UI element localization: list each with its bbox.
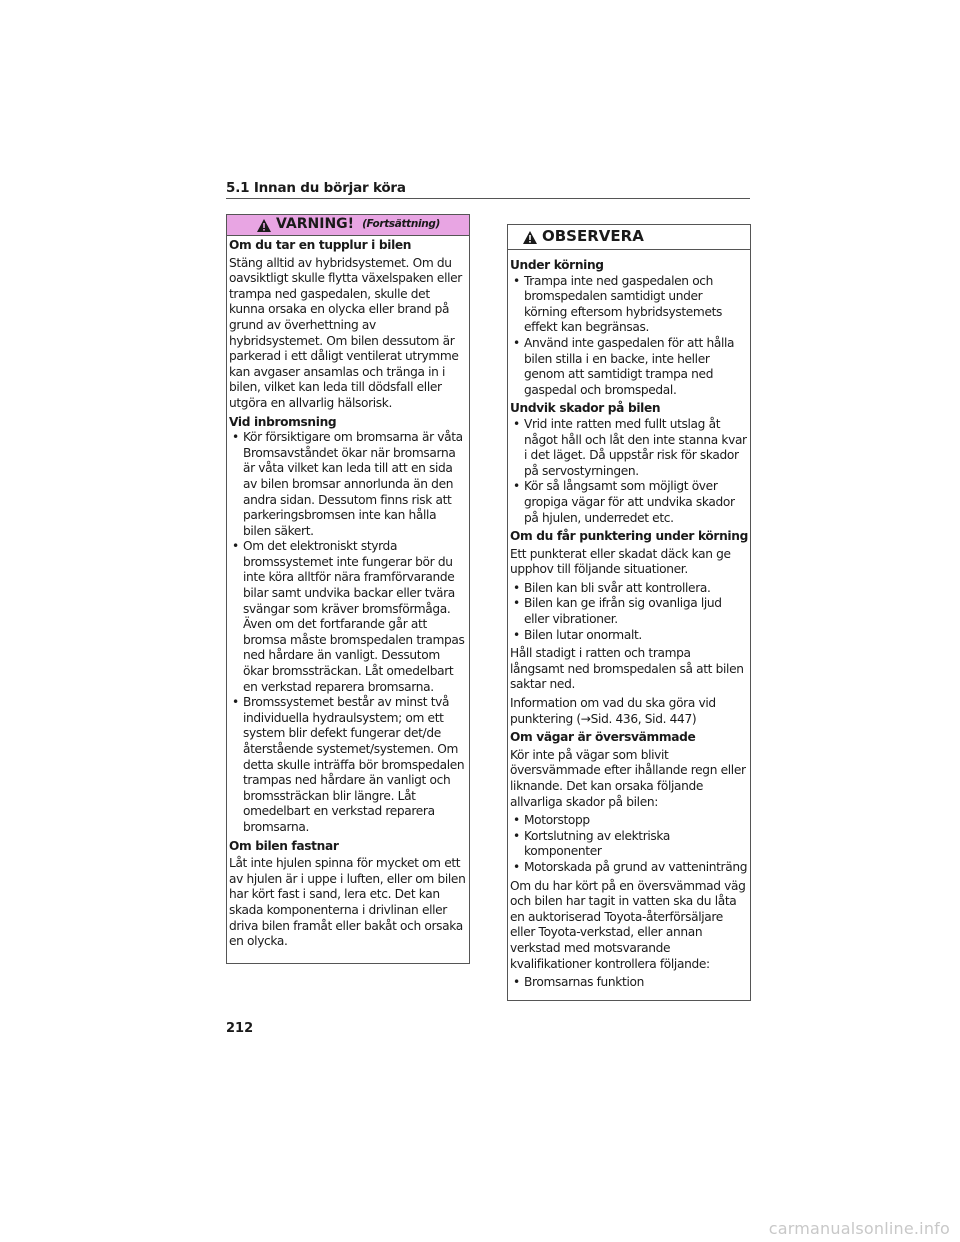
list-item: • Kör så långsamt som möjligt över gropiga vägar för att undvika skador på hjulen, underredet etc. [510, 479, 748, 526]
list-item: • Kör försiktigare om bromsarna är våta Bromsavståndet ökar när bromsarna är våta vilket kan leda till att en sida av bilen bromsar annorlunda än den andra sidan. Dessutom finns risk att parkeringsbromsen inte kan hålla bilen säkert. [229, 430, 467, 539]
warning-subtitle: (Fortsättning) [362, 218, 440, 231]
warning-triangle-icon [256, 218, 272, 233]
paragraph: Kör inte på vägar som blivit översvämmade efter ihållande regn eller liknande. Det kan orsaka följande allvarliga skador på bilen: [510, 747, 746, 809]
bullet-list [510, 417, 748, 526]
list-item: • Vrid inte ratten med fullt utslag åt något håll och låt den inte stanna kvar i det läget. Då uppstår risk för skador på servostyrningen. [510, 417, 748, 479]
section-heading: Om du tar en tupplur i bilen [229, 238, 412, 252]
page-number: 212 [226, 1021, 254, 1036]
list-item: • Trampa inte ned gaspedalen och bromspedalen samtidigt under körning eftersom hybridsystemets effekt kan begränsas. [510, 274, 748, 336]
list-item: • Om det elektroniskt styrda bromssystemet inte fungerar bör du inte köra alltför nära framförvarande bilar samt undvika backar eller tvära svängar som kräver bromsförmåga. Även om det fortfarande går att bromsa måste bromspedalen trampas ned hårdare än vanligt. Dessutom ökar bromssträckan. Låt omedelbart en verkstad reparera bromsarna. [229, 539, 467, 695]
section-heading: Om bilen fastnar [229, 838, 339, 853]
watermark: carmanualsonline.info [768, 1219, 950, 1238]
notice-header [508, 225, 750, 250]
notice-box [507, 224, 751, 1001]
list-item: • Motorskada på grund av vatteninträng [510, 860, 748, 876]
list-item: • Bilen kan bli svår att kontrollera. [510, 581, 748, 597]
notice-content [508, 250, 750, 991]
paragraph: Stäng alltid av hybridsystemet. Om du oavsiktligt skulle flytta växelspaken eller trampa ned gaspedalen, skulle det kunna orsaka en olycka eller brand på grund av överhettning av hybridsystemet. Om bilen dessutom är parkerad i ett dåligt ventilerat utrymme kan avgaser ansamlas och tränga in i bilen, vilket kan leda till dödsfall eller utgöra en allvarlig hälsorisk. [229, 255, 462, 410]
paragraph: Håll stadigt i ratten och trampa långsamt ned bromspedalen så att bilen saktar ned. [510, 646, 744, 692]
section-title: 5.1 Innan du börjar köra [226, 180, 406, 196]
list-item: • Kortslutning av elektriska komponenter [510, 829, 748, 860]
bullet-list [510, 581, 748, 643]
list-item: • Bilen kan ge ifrån sig ovanliga ljud eller vibrationer. [510, 596, 748, 627]
section-heading: Undvik skador på bilen [510, 401, 661, 416]
list-item: • Motorstopp [510, 813, 748, 829]
warning-triangle-icon [522, 230, 538, 245]
warning-box [226, 214, 470, 964]
warning-content [227, 236, 469, 950]
section-heading: Under körning [510, 258, 604, 272]
list-item: • Bromsarnas funktion [510, 975, 748, 991]
paragraph: Ett punkterat eller skadat däck kan ge upphov till följande situationer. [510, 546, 731, 577]
notice-title: OBSERVERA [542, 227, 644, 246]
bullet-list [510, 274, 748, 399]
bullet-list [229, 430, 467, 835]
section-heading: Om du får punktering under körning [510, 529, 748, 544]
warning-header [227, 215, 469, 236]
bullet-list [510, 813, 748, 875]
bullet-list [510, 975, 748, 991]
section-heading: Vid inbromsning [229, 414, 337, 429]
list-item: • Bilen lutar onormalt. [510, 628, 748, 644]
paragraph: Om du har kört på en översvämmad väg och bilen har tagit in vatten ska du låta en auktoriserad Toyota-återförsäljare eller Toyota-verkstad, eller annan verkstad med motsvarande kvalifikationer kontrollera följande: [510, 878, 746, 971]
paragraph: Låt inte hjulen spinna för mycket om ett av hjulen är i uppe i luften, eller om bilen har kört fast i sand, lera etc. Det kan skada komponenterna i drivlinan eller driva bilen framåt eller bakåt och orsaka en olycka. [229, 856, 466, 949]
section-header [226, 180, 750, 199]
section-heading: Om vägar är översvämmade [510, 730, 696, 745]
list-item: • Bromssystemet består av minst två individuella hydraulsystem; om ett system blir defekt fungerar det/de återstående systemet/systemen. Om detta skulle inträffa bör bromspedalen trampas ned hårdare än vanligt och bromssträckan blir längre. Låt omedelbart en verkstad reparera bromsarna. [229, 695, 467, 835]
warning-title: VARNING! [276, 216, 355, 233]
page-reference: Information om vad du ska göra vid punktering (→Sid. 436, Sid. 447) [510, 696, 716, 726]
list-item: • Använd inte gaspedalen för att hålla bilen stilla i en backe, inte heller genom att samtidigt trampa ned gaspedal och bromspedal. [510, 336, 748, 398]
